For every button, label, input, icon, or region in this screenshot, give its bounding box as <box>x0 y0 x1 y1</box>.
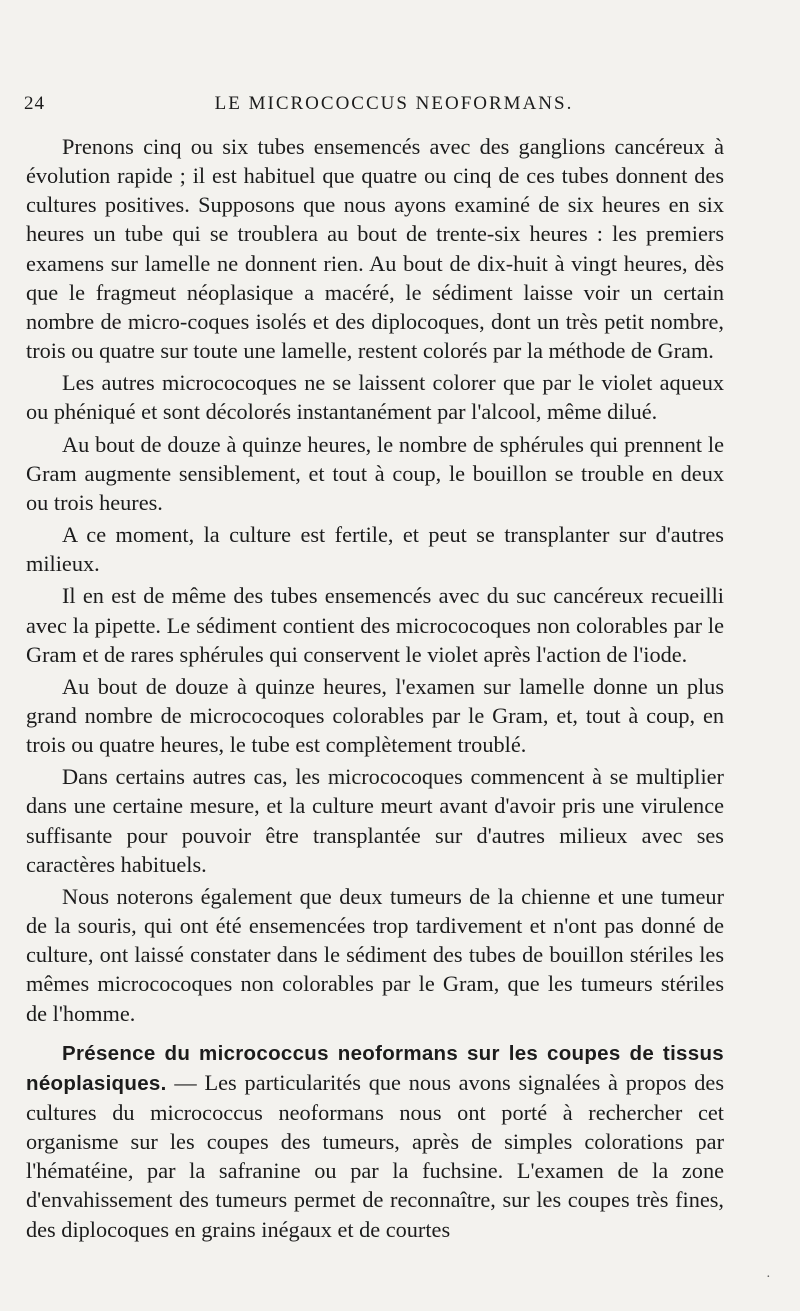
paragraph: Au bout de douze à quinze heures, le nombre de sphérules qui prennent le Gram augmente sensiblement, et tout à coup, le bouillon se trouble en deux ou trois heures. <box>26 431 724 515</box>
paragraph: A ce moment, la culture est fertile, et peut se transplanter sur d'autres milieux. <box>26 522 724 577</box>
page-header <box>24 93 744 123</box>
paragraph: Les autres micrococoques ne se laissent colorer que par le violet aqueux ou phéniqué et sont décolorés instantanément par l'alcool, même dilué. <box>26 370 724 425</box>
margin-mark: · <box>766 1270 771 1285</box>
paragraph: Nous noterons également que deux tumeurs de la chienne et une tumeur de la souris, qui ont été ensemencées trop tardivement et n'ont pas donné de culture, ont laissé constater dans le sédiment des tubes de bouillon stériles les mêmes micrococoques non colorables par le Gram, que les tumeurs stériles de l'homme. <box>26 883 724 1026</box>
running-head: LE MICROCOCCUS NEOFORMANS. <box>214 93 574 114</box>
section-heading: Présence du micrococcus neoformans sur les coupes de tissus néoplasiques. <box>26 1041 724 1095</box>
paragraph: Prenons cinq ou six tubes ensemencés avec des ganglions cancéreux à évolution rapide ; il est habituel que quatre ou cinq de ces tubes donnent des cultures positives. Supposons que nous ayons examiné de six heures en six heures un tube qui se troublera au bout de trente-six heures : les premiers examens sur lamelle ne donnent rien. Au bout de dix-huit à vingt heures, dès que le fragmeut néoplasique a macéré, le sédiment laisse voir un certain nombre de micro-coques isolés et des diplocoques, dont un très petit nombre, trois ou quatre sur toute une lamelle, restent colorés par la méthode de Gram. <box>26 134 724 364</box>
body-text <box>26 132 724 1247</box>
page-number: 24 <box>24 93 45 114</box>
section-text: — Les particularités que nous avons signalées à propos des cultures du micrococcus neoformans nous ont porté à rechercher cet organisme sur les coupes des tumeurs, après de simples colorations par l'hématéine, par la safranine ou par la fuchsine. L'examen de la zone d'envahissement des tumeurs permet de reconnaître, sur les coupes très fines, des diplocoques en grains inégaux et de courtes <box>26 1069 724 1242</box>
paragraph: Il en est de même des tubes ensemencés avec du suc cancéreux recueilli avec la pipette. Le sédiment contient des micrococoques non colorables par le Gram et de rares sphérules qui conservent le violet après l'action de l'iode. <box>26 583 724 667</box>
section-paragraph <box>26 1038 724 1244</box>
paragraph: Au bout de douze à quinze heures, l'examen sur lamelle donne un plus grand nombre de micrococoques colorables par le Gram, et, tout à coup, en trois ou quatre heures, le tube est complètement troublé. <box>26 673 724 758</box>
paragraph: Dans certains autres cas, les micrococoques commencent à se multiplier dans une certaine mesure, et la culture meurt avant d'avoir pris une virulence suffisante pour pouvoir être transplantée sur d'autres milieux avec ses caractères habituels. <box>26 764 724 877</box>
